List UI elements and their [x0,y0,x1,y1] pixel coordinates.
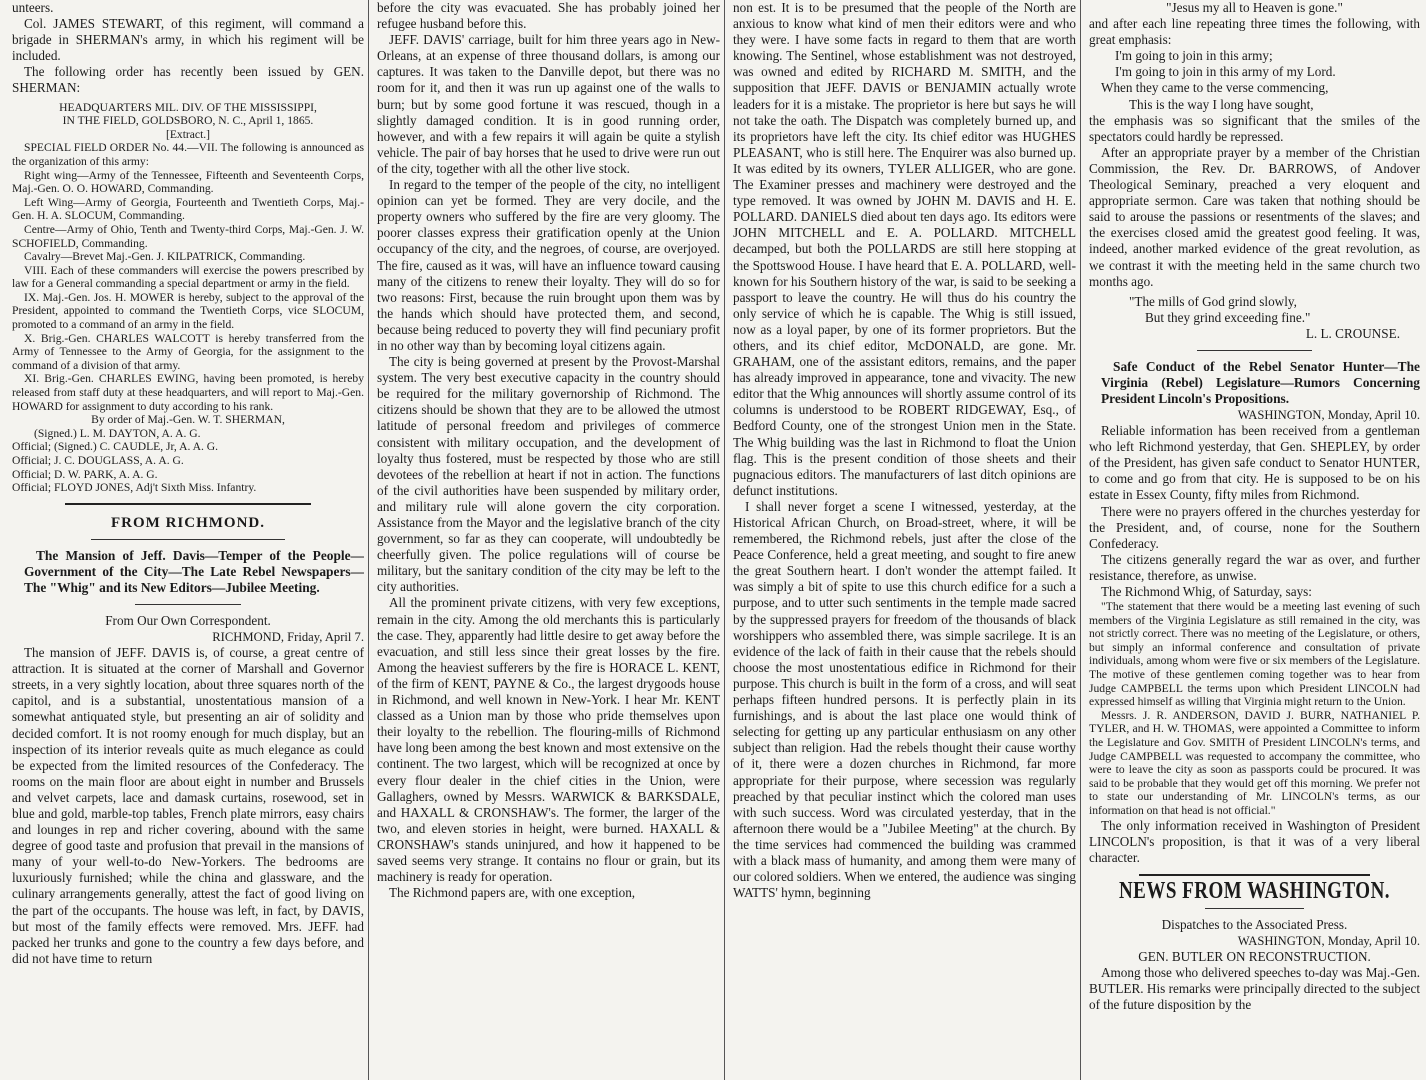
quote-paragraph: Messrs. J. R. ANDERSON, DAVID J. BURR, NATHANIEL P. TYLER, and H. W. THOMAS, were appointed a Committee to inform the Legislature and Gov. SMITH of President LINCOLN's terms, and Judge CAMPBELL was requested to accompany the committee, who were to leave the city as soon as passports could be procured. It was said to be probable that they would get off this morning. We prefer not to state our understanding of Mr. LINCOLN's terms, as our information on that head is not official." [1089,708,1420,817]
divider [1197,350,1313,351]
paragraph: When they came to the verse commencing, [1101,80,1329,96]
paragraph: unteers. [12,0,54,15]
column-2 [368,0,720,1080]
order-item: Cavalry—Brevet Maj.-Gen. J. KILPATRICK, Commanding. [24,250,306,264]
order-signature: (Signed.) L. M. DAYTON, A. A. G. [34,426,201,440]
order-item: XI. Brig.-Gen. CHARLES EWING, having been promoted, is hereby released from staff duty at these headquarters, and will report to Maj.-Gen. HOWARD for assignment to duty according to his rank. [12,372,364,413]
author-signature: L. L. CROUNSE. [1305,325,1400,341]
order-item: Right wing—Army of the Tennessee, Fifteenth and Seventeenth Corps, Maj.-Gen. O. O. HOWARD, Commanding. [12,168,364,196]
dateline: RICHMOND, Friday, April 7. [212,629,364,644]
byline: Dispatches to the Associated Press. [1161,916,1348,932]
paragraph: The mansion of JEFF. DAVIS is, of course, a great centre of attraction. It is situated at the corner of Marshall and Governor streets, in a very sightly location, about three squares north of the capitol, and is a substantial, unostentatious mansion of a somewhat antiquated style, but presenting an air of solidity and decided comfort. It is not roomy enough for much display, but an inspection of its interior reveals quite as much elegance as could be expected from the limited resources of the Confederacy. The rooms on the main floor are about eight in number and Brussels and velvet carpets, lace and damask curtains, rosewood, set in blue and gold, marble-top tables, French plate mirrors, easy chairs and lounges in rep and richer covering, abound with the same degree of good taste and profusion that prevail in the mansions of many of your well-to-do New-Yorkers. The bedrooms are luxuriously furnished; while the china and glassware, and the culinary arrangements generally, attest the fact of good living on the part of the occupants. The house was left, in fact, by DAVIS, but most of the family effects were removed. Mrs. JEFF. had packed her trunks and gone to the country a few days before, and did not have time to return [12,645,364,966]
divider [135,604,241,605]
order-item: SPECIAL FIELD ORDER No. 44.—VII. The following is announced as the organization of this army: [12,141,364,168]
order-item: VIII. Each of these commanders will exercise the powers prescribed by law for a General commanding a special department or army in the field. [12,263,364,291]
quoted-report [1089,600,1420,818]
paragraph: All the prominent private citizens, with very few exceptions, remain in the city. Among the old merchants this is particularly the case. They, apparently had little desire to get away before the evacuation, and still less since their great losses by the fire. Among the heaviest sufferers by the fire is HORACE L. KENT, of the firm of KENT, PAYNE & Co., the largest drygoods house in Richmond, and well known in New-York. I hear Mr. KENT classed as a Union man by those who pride themselves upon their loyalty to the rebellion. The flouring-mills of Richmond have long been among the best known and most extensive on the continent. The two largest, which will be recognized at once by every flour dealer in the chief cities in the Union, were Gallaghers, owned by Messrs. WARWICK & BARKSDALE, and HAXALL & CRONSHAW's. The former, the larger of the two, and eleven stories in height, were burned. HAXALL & CRONSHAW's stands uninjured, and how it happened to be saved seems very strange. It contains no flour or grain, but its machinery is ready for operation. [377,595,720,885]
verse-line: "The mills of God grind slowly, [1129,293,1297,309]
verse-line: This is the way I long have sought, [1129,96,1314,112]
paragraph: There were no prayers offered in the churches yesterday for the President, and, of course, none for the Southern Confederacy. [1089,503,1420,551]
paragraph: The Richmond papers are, with one exception, [389,885,636,901]
order-signature: By order of Maj.-Gen. W. T. SHERMAN, [91,413,285,427]
hymn-line: "Jesus my all to Heaven is gone." [1166,0,1343,15]
order-heading: IN THE FIELD, GOLDSBORO, N. C., April 1, 1865. [62,114,314,128]
verse-line: But they grind exceeding fine." [1145,309,1311,325]
extract-label: [Extract.] [165,127,211,141]
dateline: WASHINGTON, Monday, April 10. [1237,407,1420,422]
column-3 [724,0,1076,1080]
paragraph: non est. It is to be presumed that the people of the North are anxious to know what kind of men their editors were and who they were. I have some facts in regard to them that are worth knowing. The Sentinel, whose establishment was not destroyed, was owned and edited by RICHARD M. SMITH, and the supposition that JEFF. DAVIS or BENJAMIN actually wrote leaders for it is a mistake. The proprietor is here but says he will not take the oath. The Dispatch was completely burned up, and its proprietors have left the city. Its chief editor was HUGHES PLEASANT, who is still here. The Enquirer was also burned up. It was edited by its owners, TYLER ALLIGER, who are gone. The Examiner presses and machinery were destroyed and the type removed. It was owned by JOHN M. DAVIS and H. E. POLLARD. DANIELS died about ten days ago. Its editors were JOHN MITCHELL and E. A. POLLARD. MITCHELL decamped, but both the POLLARDS are still here stopping at the Spottswood House. I have heard that E. A. POLLARD, well-known for his Southern history of the war, is said to be seeking a passport to leave the country. He will thus do his country the only service of which he is capable. The Whig is still issued, now as a loyal paper, by one of its former proprietors. But the others, and its chief editor, McDONALD, are gone. Mr. GRAHAM, one of the assistant editors, remains, and the paper has already improved in appearance, tone and vivacity. The new editor that the Whig announces will shortly assume control of its columns is understood to be ROBERT RIDGEWAY, Esq., of Bedford County, one of the strongest Union men in the State. The Whig building was the last in Richmond to float the Union flag. This is the present condition of those sheets and their pugnacious editors. The manufacturers of last ditch opinions are defunct institutions. [733,0,1076,498]
dateline: WASHINGTON, Monday, April 10. [1237,934,1420,949]
divider [1205,908,1304,909]
order-signature: Official; FLOYD JONES, Adj't Sixth Miss. Infantry. [12,481,257,495]
order-item: Centre—Army of Ohio, Tenth and Twenty-third Corps, Maj.-Gen. J. W. SCHOFIELD, Commanding. [12,222,364,250]
verse-line: I'm going to join in this army of my Lord. [1115,64,1336,80]
divider [65,503,311,505]
paragraph: and after each line repeating three times the following, with great emphasis: [1089,16,1420,48]
paragraph: Reliable information has been received from a gentleman who left Richmond yesterday, that Gen. SHEPLEY, by order of the President, has given safe conduct to Senator HUNTER, to come and go from that city. He is supposed to be on his estate in Essex County, fifty miles from Richmond. [1089,423,1420,503]
article-headline: The Mansion of Jeff. Davis—Temper of the People—Government of the City—The Late Rebel Newspapers—The "Whig" and its New Editors—Jubilee Meeting. [24,547,364,595]
section-heading: FROM RICHMOND. [111,514,265,531]
order-item: X. Brig.-Gen. CHARLES WALCOTT is hereby transferred from the Army of Tennessee to the Army of Georgia, for the assignment to the command of a division of that army. [12,331,364,372]
paragraph: Col. JAMES STEWART, of this regiment, will command a brigade in SHERMAN's army, in which his regiment will be included. [12,16,364,64]
verse-line: I'm going to join in this army; [1115,48,1273,64]
subheading: GEN. BUTLER ON RECONSTRUCTION. [1138,949,1371,965]
section-heading: NEWS FROM WASHINGTON. [1118,878,1391,905]
paragraph: The following order has recently been issued by GEN. SHERMAN: [12,64,364,96]
paragraph: The only information received in Washington of President LINCOLN's proposition, is that it was of a very liberal character. [1089,817,1420,865]
byline: From Our Own Correspondent. [105,612,271,628]
paragraph: the emphasis was so significant that the smiles of the spectators could hardly be repressed. [1089,112,1420,144]
divider [1139,874,1371,876]
paragraph: JEFF. DAVIS' carriage, built for him three years ago in New-Orleans, at an expense of three thousand dollars, is among our captures. It was taken to the Danville depot, but there was no room for it, and then it was run up against one of the walls to burn; but by some good fortune it was rescued, though in a slightly damaged condition. It is in good running order, however, and with a few repairs it will again be quite a stylish vehicle. The pair of bay horses that he used to drive were run out of the city, together with all the other live stock. [377,32,720,176]
paragraph: The city is being governed at present by the Provost-Marshal system. The very best executive capacity in the country should be required for the military governorship of Richmond. The citizens should be shown that they are to be allowed the utmost latitude of personal freedom and privileges of commerce consistent with military occupation, and the development of loyalty thus fostered, must be respected by those who are still devotees of the rebellion at heart if not in action. The functions of the civil authorities have been suspended by military order, and military rule will alone govern the city corporation. Assistance from the Mayor and the legislative branch of the city government, so far as they can cooperate, will undoubtedly be cheerfully given. The police regulations will of course be military, but the sanitary condition of the city may be left to the city authorities. [377,354,720,595]
order-signature: Official; (Signed.) C. CAUDLE, Jr, A. A. G. [12,440,219,454]
paragraph: The citizens generally regard the war as over, and further resistance, therefore, as unwise. [1089,551,1420,583]
paragraph: Among those who delivered speeches to-day was Maj.-Gen. BUTLER. His remarks were principally directed to the subject of the future disposition by the [1089,965,1420,1013]
column-1 [12,0,364,1080]
paragraph: The Richmond Whig, of Saturday, says: [1101,584,1312,599]
paragraph: before the city was evacuated. She has probably joined her refugee husband before this. [377,0,720,32]
column-4 [1080,0,1420,1080]
order-heading: HEADQUARTERS MIL. DIV. OF THE MISSISSIPPI, [59,100,317,114]
order-signature: Official; D. W. PARK, A. A. G. [12,467,158,481]
order-signature: Official; J. C. DOUGLASS, A. A. G. [12,454,184,467]
order-item: Left Wing—Army of Georgia, Fourteenth and Twentieth Corps, Maj.-Gen. H. A. SLOCUM, Commanding. [12,195,364,223]
paragraph: I shall never forget a scene I witnessed, yesterday, at the Historical African Church, on Broad-street, where, it will be remembered, the Richmond rebels, just after the close of the Peace Conference, held a great meeting, and sought to fire anew the great Southern heart. I don't wonder the attempt failed. It was simply a bit of spite to use this church edifice for a such a purpose, and to utter such sentiments in the temple made sacred by the suppressed prayers for freedom of the thousands of black worshippers who assembled there, was simple sacrilege. It is an evidence of the lack of faith in their cause that the rebels should choose the most unostentatious edifice in Richmond for their purpose. This church is built in the form of a cross, and will seat perhaps fifteen hundred persons. It is perfectly plain in its furnishings, and is about the last place one would think of selecting for getting up any particular enthusiasm on any other subject than religion. Had the rebels thought their cause worthy of it, there were a dozen churches in Richmond, far more appropriate for their purpose, where secession was regularly preached by that peculiar instinct which the colored man uses with such success. Word was circulated yesterday, that in the afternoon there would be a "Jubilee Meeting" at the church. By the time services had commenced the building was crammed with a black mass of humanity, and among them were many of our colored soldiers. When we entered, the audience was singing WATTS' hymn, beginning [733,498,1076,901]
paragraph: In regard to the temper of the people of the city, no intelligent opinion can yet be formed. They are very docile, and the property owners who suffered by the fire are very gloomy. The poorer classes express their gratification openly at the Union occupancy of the city, and the negroes, of course, are overjoyed. The fire, caused as it was, will have an influence toward causing many of the citizens to renew their loyalty. They will do so for two reasons: First, because the ruin brought upon them was by the hands which should have protected them, and second, because being reduced to poverty they will find pecuniary profit in no other way than by becoming loyal citizens again. [377,177,720,353]
paragraph: After an appropriate prayer by a member of the Christian Commission, the Rev. Dr. BARROWS, of Andover Theological Seminary, preached a very eloquent and appropriate sermon. Care was taken that nothing should be said to arouse the passions or resentments of the slaves; and the exercises closed amid the greatest good feeling. It was, indeed, another marked evidence of the great revolution, as we contrast it with the meeting held in the same church two months ago. [1089,144,1420,289]
order-item: IX. Maj.-Gen. Jos. H. MOWER is hereby, subject to the approval of the President, appointed to command the Twentieth Corps, vice SLOCUM, promoted to a command of an army in the field. [12,290,364,332]
special-field-order [12,141,364,494]
article-headline: Safe Conduct of the Rebel Senator Hunter—The Virginia (Rebel) Legislature—Rumors Concerning President Lincoln's Propositions. [1101,358,1420,406]
quote-paragraph: "The statement that there would be a meeting last evening of such members of the Virginia Legislature as still remained in the city, was not strictly correct. There was no meeting of the Legislature, or others, but simply an informal conference and consultation of private individuals, among whom were five or six members of the Legislature. The motive of these gentlemen coming together was to hear from Judge CAMPBELL the terms upon which President LINCOLN had expressed himself as willing that Virginia might return to the Union. [1089,600,1420,709]
divider [91,539,285,540]
